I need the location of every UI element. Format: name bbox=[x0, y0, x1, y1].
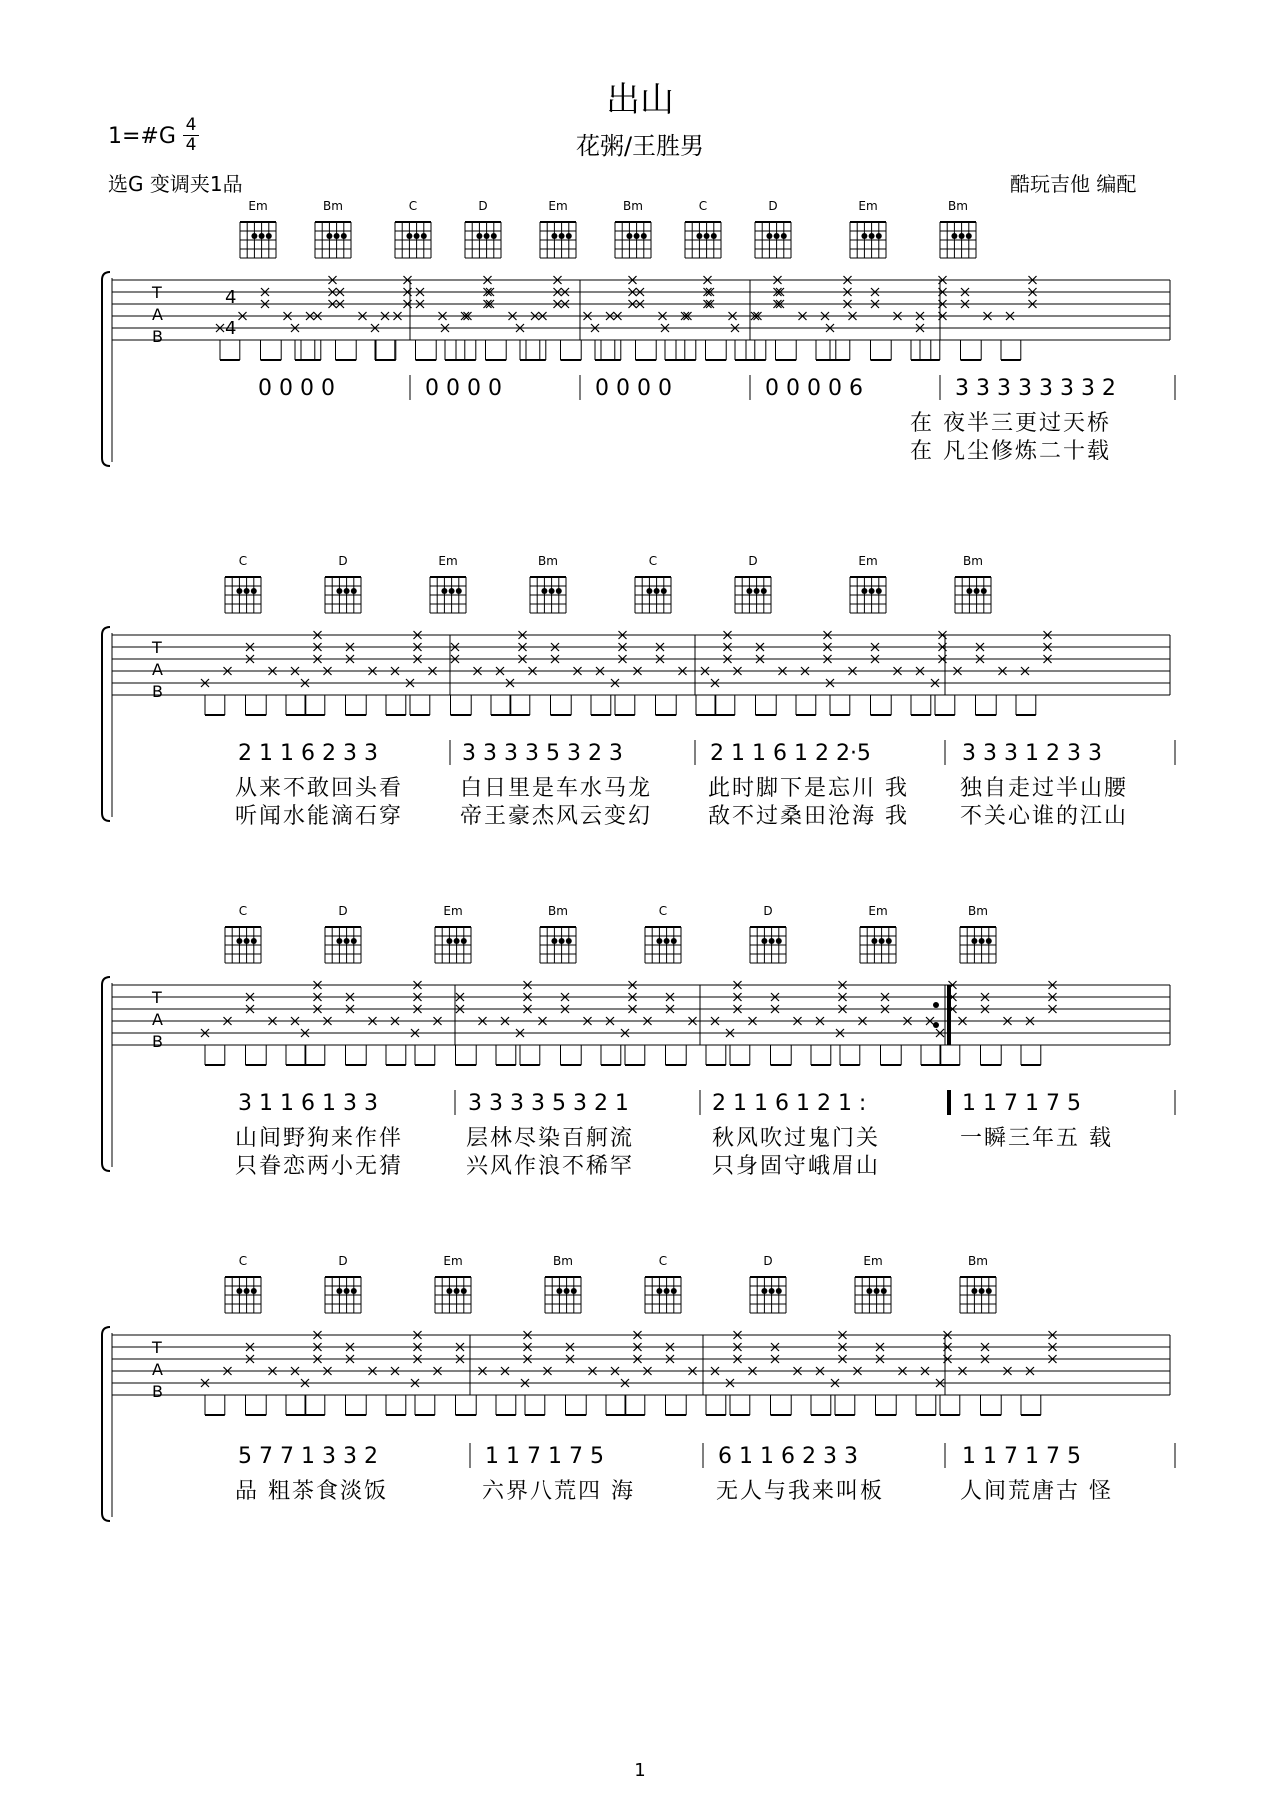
numbers-m2: 0 0 0 0 bbox=[425, 376, 502, 401]
chord-diagram-d bbox=[465, 200, 501, 258]
tab-notes bbox=[201, 631, 322, 715]
chord-diagram-d bbox=[325, 905, 361, 963]
chord-diagram-d bbox=[325, 1255, 361, 1313]
chord-diagram-c bbox=[645, 1255, 681, 1313]
chord-diagram-bm bbox=[545, 1255, 581, 1313]
lyric-1-1: 从来不敢回头看 bbox=[235, 776, 404, 801]
numbers-m3: 6 1 1 6 2 3 3 bbox=[718, 1444, 858, 1469]
chord-name: Bm bbox=[323, 200, 343, 213]
tab-b: B bbox=[152, 327, 163, 346]
chord-name: C bbox=[238, 1255, 248, 1268]
tab-notes bbox=[836, 981, 957, 1065]
chord-name: Em bbox=[868, 905, 888, 918]
numbers-m1: 5 7 7 1 3 3 2 bbox=[238, 1444, 378, 1469]
tab-notes bbox=[711, 631, 832, 715]
numbers-m4: 0 0 0 0 6 bbox=[765, 376, 863, 401]
system-2 bbox=[100, 555, 1180, 875]
lyric-1-4: 人间荒唐古 怪 bbox=[960, 1479, 1113, 1504]
lyric-1-3: 此时脚下是忘川 我 bbox=[708, 776, 909, 801]
chord-name: Bm bbox=[968, 1255, 988, 1268]
tab-notes bbox=[591, 276, 712, 360]
tab-notes bbox=[411, 981, 532, 1065]
numbers-m3: 2 1 1 6 1 2 2·5 bbox=[710, 741, 871, 766]
song-title: 出山 bbox=[606, 80, 674, 120]
chord-diagram-bm bbox=[960, 905, 996, 963]
chord-diagram-em bbox=[435, 1255, 471, 1313]
chord-diagram-em bbox=[850, 200, 886, 258]
chord-name: Em bbox=[443, 905, 463, 918]
lyric-1-4: 一瞬三年五 载 bbox=[960, 1126, 1113, 1151]
lyrics-line-1: 在 夜半三更过天桥 bbox=[910, 411, 1111, 436]
tab-notes bbox=[301, 981, 422, 1065]
chord-name: C bbox=[698, 200, 708, 213]
svg-text:B: B bbox=[152, 682, 163, 701]
tab-notes bbox=[936, 981, 1057, 1065]
lyric-2-3: 敌不过桑田沧海 我 bbox=[708, 804, 909, 829]
chord-name: D bbox=[748, 555, 758, 568]
chord-name: Bm bbox=[948, 200, 968, 213]
lyric-2-1: 只眷恋两小无猜 bbox=[235, 1154, 404, 1179]
system-1 bbox=[100, 200, 1180, 470]
system-4 bbox=[100, 1255, 1180, 1575]
chord-name: D bbox=[478, 200, 488, 213]
tab-notes bbox=[661, 276, 782, 360]
chord-diagram-d bbox=[325, 555, 361, 613]
time-bottom: 4 bbox=[185, 135, 197, 155]
lyric-2-2: 帝王豪杰风云变幻 bbox=[460, 804, 653, 829]
chord-name: Em bbox=[548, 200, 568, 213]
chord-name: D bbox=[763, 1255, 773, 1268]
tab-notes bbox=[916, 276, 1037, 360]
numbers-m2: 1 1 7 1 7 5 bbox=[485, 1444, 604, 1469]
lyric-2-2: 兴风作浪不稀罕 bbox=[466, 1154, 635, 1179]
tab-notes bbox=[621, 1331, 742, 1415]
chord-name: C bbox=[658, 1255, 668, 1268]
lyric-1-1: 山间野狗来作伴 bbox=[235, 1126, 404, 1151]
numbers-m4: 3 3 3 1 2 3 3 bbox=[962, 741, 1102, 766]
chord-name: D bbox=[338, 555, 348, 568]
tab-notes bbox=[516, 276, 637, 360]
chord-name: Bm bbox=[548, 905, 568, 918]
numbers-m2: 3 3 3 3 5 3 2 1 bbox=[468, 1091, 629, 1116]
chord-diagram-c bbox=[225, 555, 261, 613]
numbers-m3: 0 0 0 0 bbox=[595, 376, 672, 401]
tab-time-bottom: 4 bbox=[225, 318, 237, 339]
tab-notes bbox=[506, 631, 627, 715]
chord-name: Em bbox=[863, 1255, 883, 1268]
song-artist: 花粥/王胜男 bbox=[575, 132, 705, 160]
lyric-2-4: 不关心谁的江山 bbox=[960, 804, 1129, 829]
chord-diagram-bm bbox=[540, 905, 576, 963]
chord-diagram-bm bbox=[940, 200, 976, 258]
chord-diagram-bm bbox=[955, 555, 991, 613]
tab-notes bbox=[731, 276, 852, 360]
lyric-2-1: 听闻水能滴石穿 bbox=[235, 804, 404, 829]
svg-text:A: A bbox=[152, 1010, 163, 1029]
lyrics-line-2: 在 凡尘修炼二十载 bbox=[910, 439, 1111, 464]
tab-time-top: 4 bbox=[225, 287, 237, 308]
svg-text:T: T bbox=[152, 988, 162, 1007]
svg-text:T: T bbox=[152, 638, 162, 657]
lyric-1-2: 层林尽染百舸流 bbox=[466, 1126, 635, 1151]
chord-diagram-em bbox=[240, 200, 276, 258]
tab-notes bbox=[936, 1331, 1057, 1415]
numbers-m2: 3 3 3 3 5 3 2 3 bbox=[462, 741, 623, 766]
tab-notes bbox=[516, 981, 637, 1065]
tab-notes bbox=[621, 981, 742, 1065]
chord-diagram-em bbox=[860, 905, 896, 963]
chord-diagram-em bbox=[540, 200, 576, 258]
chord-name: Bm bbox=[553, 1255, 573, 1268]
chord-diagram-d bbox=[750, 905, 786, 963]
chord-diagram-bm bbox=[615, 200, 651, 258]
chord-name: C bbox=[238, 555, 248, 568]
tab-t: T bbox=[152, 283, 162, 302]
lyric-2-3: 只身固守峨眉山 bbox=[712, 1154, 881, 1179]
chord-diagram-em bbox=[850, 555, 886, 613]
tab-notes bbox=[831, 1331, 952, 1415]
tab-notes bbox=[406, 631, 527, 715]
chord-diagram-c bbox=[395, 200, 431, 258]
chord-diagram-bm bbox=[960, 1255, 996, 1313]
tab-notes bbox=[441, 276, 562, 360]
system-4-staff bbox=[100, 1255, 1180, 1575]
svg-text:A: A bbox=[152, 1360, 163, 1379]
numbers-m1: 2 1 1 6 2 3 3 bbox=[238, 741, 378, 766]
tab-notes bbox=[826, 631, 947, 715]
lyric-1-4: 独自走过半山腰 bbox=[960, 776, 1129, 801]
chord-name: D bbox=[338, 905, 348, 918]
tab-notes bbox=[201, 1331, 322, 1415]
chord-name: Em bbox=[438, 555, 458, 568]
time-top: 4 bbox=[185, 115, 197, 135]
tab-a: A bbox=[152, 305, 163, 324]
chord-name: Bm bbox=[968, 905, 988, 918]
tab-notes bbox=[301, 1331, 422, 1415]
chord-name: Em bbox=[858, 200, 878, 213]
lyric-1-3: 无人与我来叫板 bbox=[716, 1479, 885, 1504]
system-3 bbox=[100, 905, 1180, 1225]
numbers-m3: 2 1 1 6 1 2 1 : bbox=[712, 1091, 867, 1116]
lyric-1-2: 白日里是车水马龙 bbox=[460, 776, 653, 801]
tab-notes bbox=[411, 1331, 532, 1415]
arranger-credit: 酷玩吉他 编配 bbox=[1010, 172, 1137, 196]
tab-notes bbox=[521, 1331, 642, 1415]
chord-name: C bbox=[648, 555, 658, 568]
chord-diagram-d bbox=[750, 1255, 786, 1313]
chord-diagram-c bbox=[225, 1255, 261, 1313]
numbers-m4: 1 1 7 1 7 5 bbox=[962, 1091, 1081, 1116]
chord-name: C bbox=[408, 200, 418, 213]
numbers-m1: 3 1 1 6 1 3 3 bbox=[238, 1091, 378, 1116]
numbers-m5: 3 3 3 3 3 3 3 2 bbox=[955, 376, 1116, 401]
tab-notes bbox=[291, 276, 412, 360]
svg-text:T: T bbox=[152, 1338, 162, 1357]
chord-diagram-bm bbox=[315, 200, 351, 258]
chord-diagram-em bbox=[430, 555, 466, 613]
chord-name: Em bbox=[248, 200, 268, 213]
lyric-1-1: 品 粗茶食淡饭 bbox=[235, 1479, 388, 1504]
chord-diagram-d bbox=[735, 555, 771, 613]
tab-notes bbox=[726, 981, 847, 1065]
chord-diagram-em bbox=[435, 905, 471, 963]
tab-notes bbox=[611, 631, 732, 715]
chord-diagram-d bbox=[755, 200, 791, 258]
chord-name: Bm bbox=[623, 200, 643, 213]
tab-notes bbox=[931, 631, 1052, 715]
lyric-1-2: 六界八荒四 海 bbox=[482, 1479, 635, 1504]
chord-diagram-c bbox=[685, 200, 721, 258]
chord-name: D bbox=[763, 905, 773, 918]
svg-text:B: B bbox=[152, 1032, 163, 1051]
lyric-1-3: 秋风吹过鬼门关 bbox=[712, 1126, 881, 1151]
chord-name: Em bbox=[443, 1255, 463, 1268]
chord-name: C bbox=[238, 905, 248, 918]
svg-text:A: A bbox=[152, 660, 163, 679]
chord-diagram-em bbox=[855, 1255, 891, 1313]
tab-notes bbox=[201, 981, 322, 1065]
numbers-m4: 1 1 7 1 7 5 bbox=[962, 1444, 1081, 1469]
key-signature: 1=#G bbox=[108, 124, 176, 149]
tab-notes bbox=[726, 1331, 847, 1415]
svg-text:B: B bbox=[152, 1382, 163, 1401]
chord-diagram-c bbox=[635, 555, 671, 613]
chord-diagram-c bbox=[225, 905, 261, 963]
chord-name: Em bbox=[858, 555, 878, 568]
chord-name: D bbox=[768, 200, 778, 213]
numbers-m1: 0 0 0 0 bbox=[258, 376, 335, 401]
tab-notes bbox=[371, 276, 492, 360]
chord-name: Bm bbox=[538, 555, 558, 568]
chord-name: D bbox=[338, 1255, 348, 1268]
chord-name: C bbox=[658, 905, 668, 918]
capo-note: 选G 变调夹1品 bbox=[108, 172, 243, 196]
tab-notes bbox=[301, 631, 422, 715]
chord-name: Bm bbox=[963, 555, 983, 568]
chord-diagram-c bbox=[645, 905, 681, 963]
page-number: 1 bbox=[634, 1760, 646, 1781]
chord-diagram-bm bbox=[530, 555, 566, 613]
time-signature bbox=[183, 116, 199, 155]
